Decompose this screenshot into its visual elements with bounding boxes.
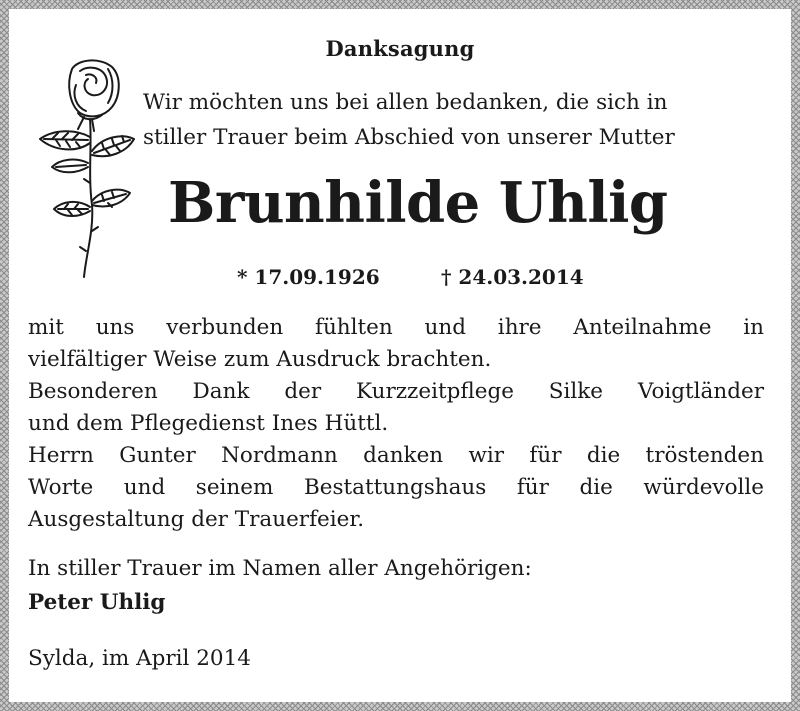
rose-icon	[30, 55, 142, 280]
deceased-name: Brunhilde Uhlig	[168, 170, 668, 236]
page-title: Danksagung	[325, 36, 475, 61]
body-line: Ausgestaltung der Trauerfeier.	[28, 507, 365, 532]
intro-line: Wir möchten uns bei allen bedanken, die sich in	[143, 90, 668, 115]
body-line: und dem Pflegedienst Ines Hüttl.	[28, 411, 389, 436]
body-line: vielfältiger Weise zum Ausdruck brachten.	[28, 347, 492, 372]
closing-line: In stiller Trauer im Namen aller Angehörigen:	[28, 556, 532, 581]
body-line: mit uns verbunden fühlten und ihre Anteilnahme in	[28, 315, 764, 340]
intro-line: stiller Trauer beim Abschied von unserer Mutter	[143, 125, 675, 150]
body-text	[28, 312, 764, 536]
birth-date: * 17.09.1926	[237, 265, 380, 289]
signer-name: Peter Uhlig	[28, 590, 166, 615]
body-line: Worte und seinem Bestattungshaus für die würdevolle	[28, 475, 764, 500]
body-line: Herrn Gunter Nordmann danken wir für die tröstenden	[28, 443, 764, 468]
death-date: † 24.03.2014	[441, 265, 584, 289]
body-line: Besonderen Dank der Kurzzeitpflege Silke Voigtländer	[28, 379, 764, 404]
place-date: Sylda, im April 2014	[28, 646, 251, 671]
